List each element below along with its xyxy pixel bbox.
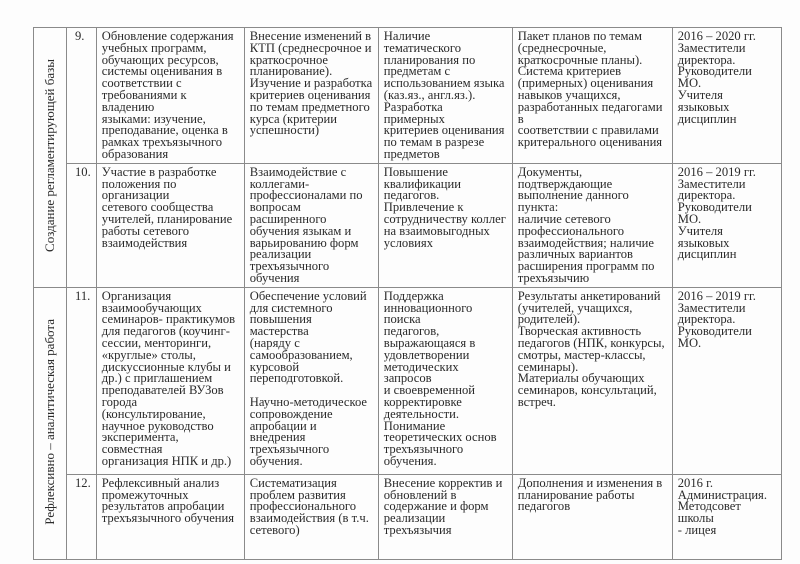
means-cell: Систематизация проблем развития профессионального взаимодействия (в т.ч. сетевого) xyxy=(244,474,378,559)
evidence-cell: Дополнения и изменения в планирование работы педагогов xyxy=(512,474,672,559)
evidence-cell: Пакет планов по темам (среднесрочные, краткосрочные планы). Система критериев (примерных) оценивания навыков учащихся, разработанных педагогами в соответствии с правилами критерального оценивания xyxy=(512,28,672,164)
row-number: 12. xyxy=(67,474,97,559)
responsible-cell: 2016 – 2019 гг. Заместители директора. Руководители МО. Учителя языковых дисциплин xyxy=(672,163,781,287)
evidence-cell: Документы, подтверждающие выполнение данного пункта: наличие сетевого профессионального взаимодействия; наличие различных вариантов расширения программ по трехъязычию xyxy=(512,163,672,287)
responsible-cell: 2016 – 2019 гг. Заместители директора. Руководители МО. xyxy=(672,287,781,474)
table-row xyxy=(34,287,782,474)
activity-cell: Обновление содержания учебных программ, обучающих ресурсов, системы оценивания в соответствии с требованиями к владению языками: изучение, преподавание, оценка в рамках трехъязычного образования xyxy=(96,28,244,164)
result-cell: Внесение корректив и обновлений в содержание и форм реализации трехъязычия xyxy=(378,474,512,559)
responsible-cell: 2016 г. Администрация. Методсовет школы - лицея xyxy=(672,474,781,559)
means-cell: Обеспечение условий для системного повышения мастерства (наряду с самообразованием, курсовой переподготовкой. Научно-методическое сопровождение апробации и внедрения трехъязычного обучения. xyxy=(244,287,378,474)
row-number: 10. xyxy=(67,163,97,287)
responsible-cell: 2016 – 2020 гг. Заместители директора. Руководители МО. Учителя языковых дисциплин xyxy=(672,28,781,164)
row-number: 9. xyxy=(67,28,97,164)
activity-cell: Участие в разработке положения по организации сетевого сообщества учителей, планирование работы сетевого взаимодействия xyxy=(96,163,244,287)
result-cell: Повышение квалификации педагогов. Привлечение к сотрудничеству коллег на взаимовыгодных условиях xyxy=(378,163,512,287)
section-label: Рефлексивно – аналитическая работа xyxy=(42,318,58,525)
activity-cell: Организация взаимообучающих семинаров- практикумов для педагогов (коучинг- сессии, менторинги, «круглые» столы, дискуссионные клубы и др.) с приглашением преподавателей ВУЗов города (консультирование, научное руководство эксперимента, совместная организация НПК и др.) xyxy=(96,287,244,474)
means-cell: Внесение изменений в КТП (среднесрочное и краткосрочное планирование). Изучение и разработка критериев оценивания по темам предметного курса (критерии успешности) xyxy=(244,28,378,164)
section-label: Создание регламентирующей базы xyxy=(42,59,58,253)
section-cell xyxy=(34,287,67,559)
table-row xyxy=(34,163,782,287)
result-cell: Поддержка инновационного поиска педагогов, выражающаяся в удовлетворении методических запросов и своевременной корректировке деятельности. Понимание теоретических основ трехъязычного обучения. xyxy=(378,287,512,474)
table-row xyxy=(34,28,782,164)
row-number: 11. xyxy=(67,287,97,474)
means-cell: Взаимодействие с коллегами- профессионалами по вопросам расширенного обучения языкам и варьированию форм реализации трехъязычного обучения xyxy=(244,163,378,287)
result-cell: Наличие тематического планирования по предметам с использованием языка (каз.яз., англ.яз.). Разработка примерных критериев оценивания по темам в разрезе предметов xyxy=(378,28,512,164)
plan-table xyxy=(33,27,782,560)
evidence-cell: Результаты анкетирований (учителей, учащихся, родителей). Творческая активность педагогов (НПК, конкурсы, смотры, мастер-классы, семинары). Материалы обучающих семинаров, консультаций, встреч. xyxy=(512,287,672,474)
activity-cell: Рефлексивный анализ промежуточных результатов апробации трехъязычного обучения xyxy=(96,474,244,559)
table-row xyxy=(34,474,782,559)
section-cell xyxy=(34,28,67,288)
